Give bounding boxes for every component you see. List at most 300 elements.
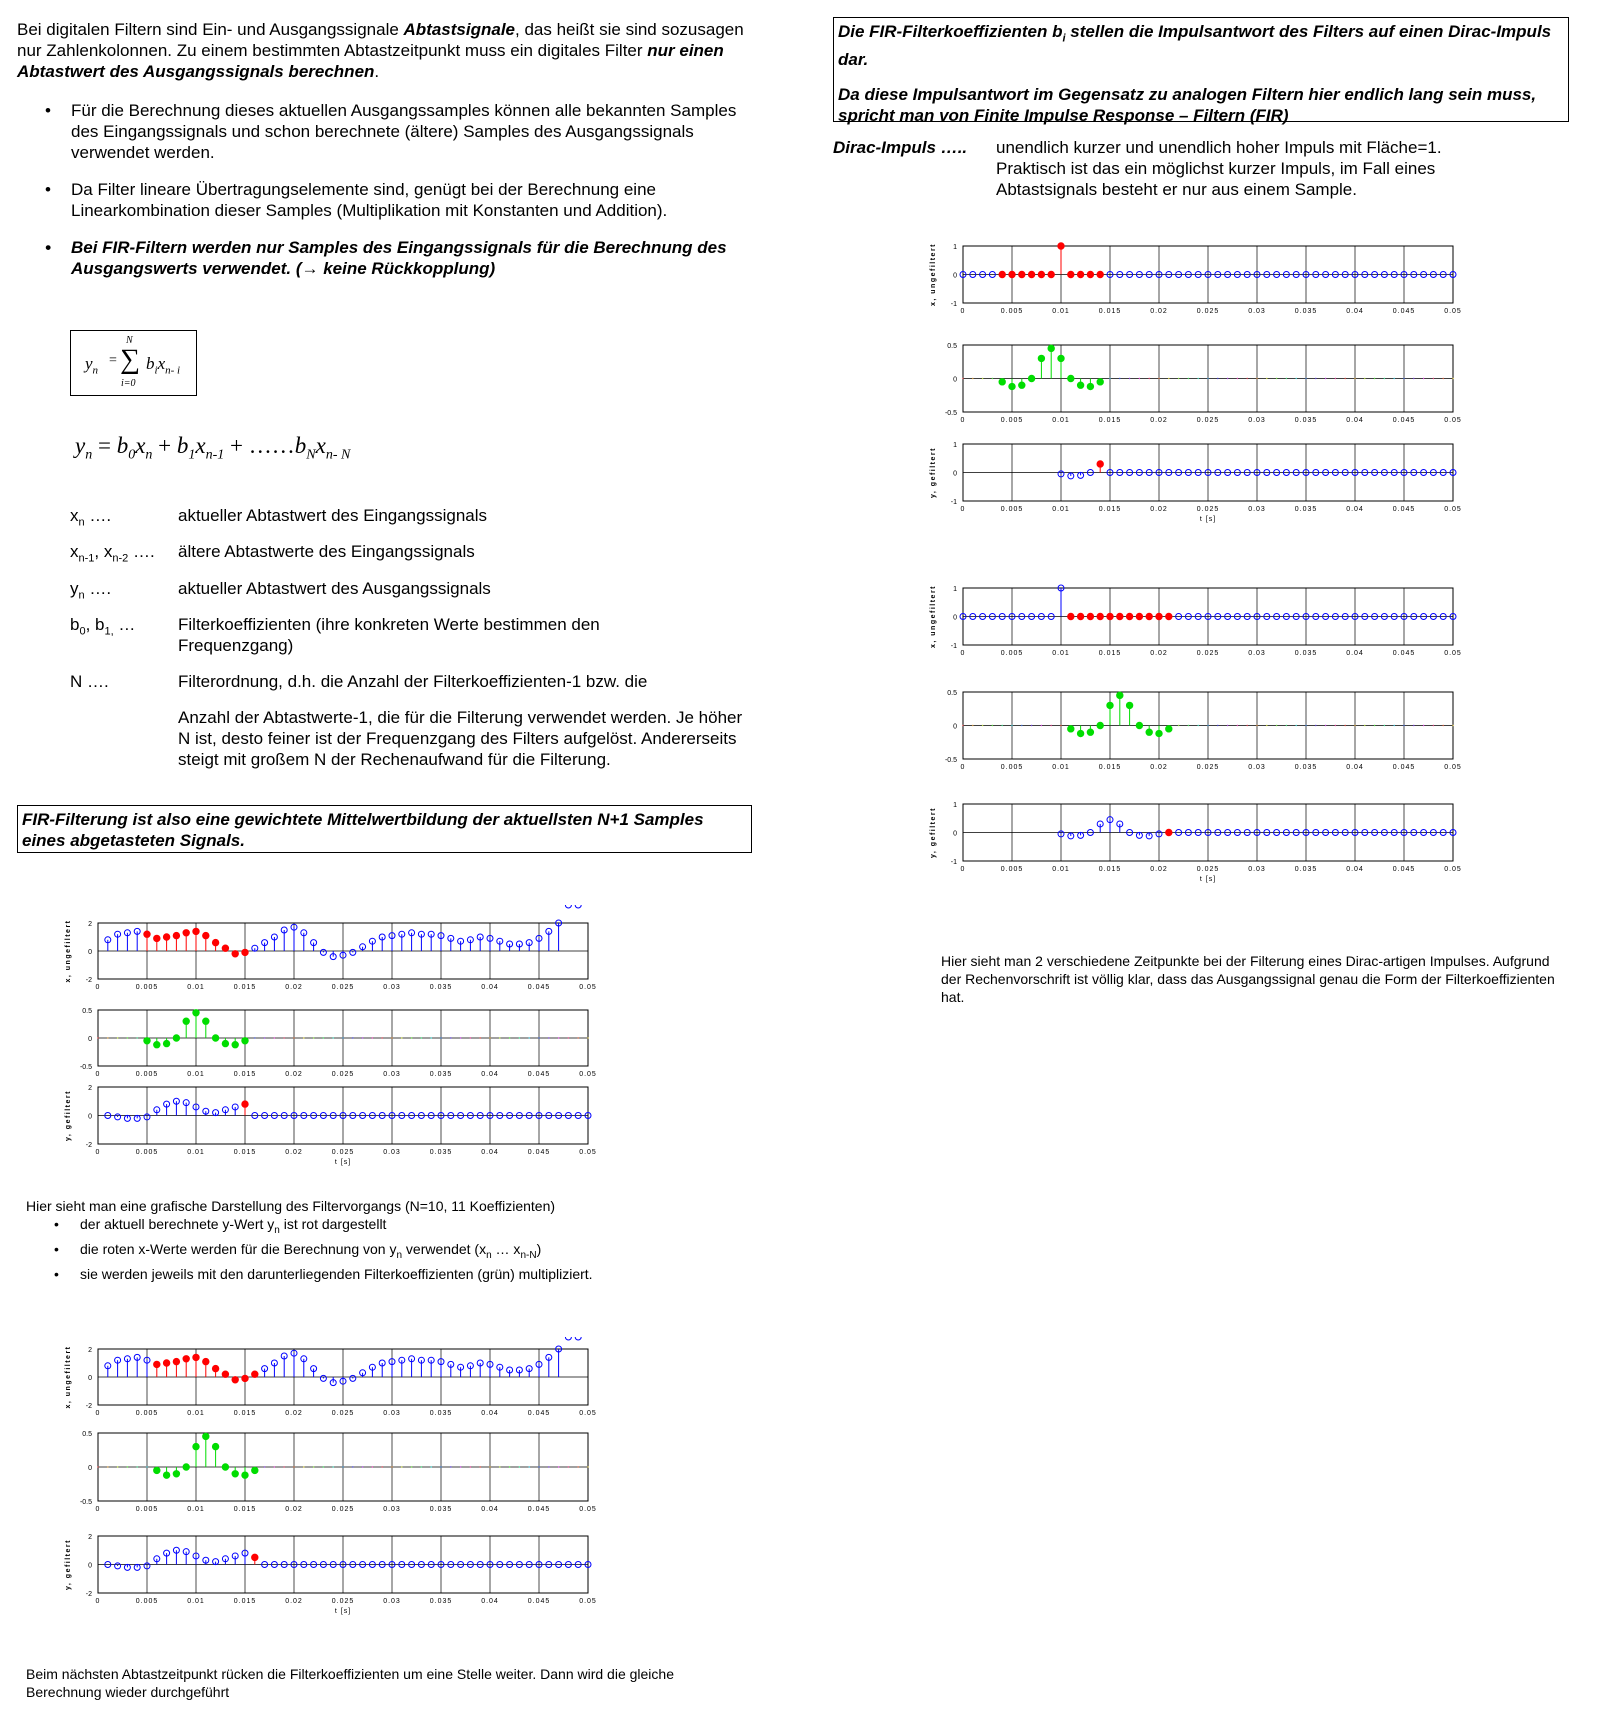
x-axis-label: t [s] [1199, 516, 1217, 523]
x-tick-label: 0.02 [285, 1071, 303, 1078]
zero-dot [401, 1466, 402, 1467]
y-tick-label: 0 [88, 1562, 92, 1570]
x-tick-label: 0.02 [1150, 417, 1168, 424]
x-tick-label: 0 [95, 1149, 101, 1156]
zero-dot [460, 1466, 461, 1467]
zero-dot [568, 1466, 569, 1467]
stem-marker-filled [1097, 461, 1103, 467]
x-tick-label: 0.045 [527, 1598, 551, 1605]
zero-dot [146, 1466, 147, 1467]
x-tick-label: 0.035 [429, 1598, 453, 1605]
zero-dot [992, 725, 993, 726]
zero-dot [342, 1037, 343, 1038]
stem-marker-filled [232, 951, 238, 957]
x-tick-label: 0.04 [481, 1598, 499, 1605]
formula-lower: i=0 [121, 378, 136, 389]
x-tick-label: 0.03 [383, 1598, 401, 1605]
zero-dot [1256, 725, 1257, 726]
stem-marker-filled [173, 1471, 179, 1477]
x-tick-label: 0.015 [1098, 650, 1122, 657]
zero-dot [1364, 725, 1365, 726]
zero-dot [509, 1466, 510, 1467]
x-tick-label: 0.015 [233, 1410, 257, 1417]
intro-emph-2: nur einen Abtastwert des Ausgangssignals berechnen [17, 41, 724, 81]
zero-dot [489, 1466, 490, 1467]
zero-dot [1188, 725, 1189, 726]
x-tick-label: 0.03 [1248, 764, 1266, 771]
zero-dot [1217, 725, 1218, 726]
x-tick-label: 0.03 [383, 984, 401, 991]
x-tick-label: 0.015 [233, 1149, 257, 1156]
stem-marker-filled [1077, 730, 1083, 736]
x-tick-label: 0.05 [579, 1410, 597, 1417]
zero-dot [1305, 725, 1306, 726]
y-tick-label: -1 [950, 499, 957, 506]
zero-dot [1207, 378, 1208, 379]
x-tick-label: 0.02 [1150, 866, 1168, 873]
x-tick-label: 0.01 [187, 984, 205, 991]
zero-dot [1198, 378, 1199, 379]
zero-dot [1374, 725, 1375, 726]
zero-dot [1256, 378, 1257, 379]
zero-dot [107, 1037, 108, 1038]
y-tick-label: -0.5 [79, 1499, 92, 1506]
zero-dot [117, 1466, 118, 1467]
zero-dot [127, 1466, 128, 1467]
y-tick-label: -1 [950, 301, 957, 308]
stem-marker [575, 905, 581, 908]
zero-dot [587, 1466, 588, 1467]
caption-right: Hier sieht man 2 verschiedene Zeitpunkte bei der Filterung eines Dirac-artigen Impulses. Aufgrund der Rechenvorschrift ist völlig klar, dass das Ausgangssignal genau die Form der Filterkoeffizienten hat. [941, 953, 1555, 1005]
y-tick-label: 0 [88, 1465, 92, 1472]
y-tick-label: 0.5 [947, 343, 957, 350]
zero-dot [1384, 725, 1385, 726]
zero-dot [333, 1037, 334, 1038]
x-tick-label: 0.03 [1248, 650, 1266, 657]
zero-dot [440, 1466, 441, 1467]
stem-marker-filled [1136, 613, 1142, 619]
x-tick-label: 0.045 [527, 984, 551, 991]
y-axis-label: x, ungefiltert [930, 242, 937, 307]
stem-marker-filled [1048, 345, 1054, 351]
x-tick-label: 0.035 [1294, 866, 1318, 873]
dirac-label: Dirac-Impuls ….. [833, 138, 968, 157]
stem-marker-filled [1097, 271, 1103, 277]
stem-marker-filled [232, 1042, 238, 1048]
zero-dot [97, 1037, 98, 1038]
y-axis-label: y, gefiltert [930, 447, 937, 498]
zero-dot [578, 1037, 579, 1038]
x-tick-label: 0.03 [383, 1506, 401, 1513]
zero-dot [1207, 725, 1208, 726]
zero-dot [362, 1466, 363, 1467]
intro-emph-1: Abtastsignale [403, 20, 516, 39]
stem-marker-filled [212, 1035, 218, 1041]
stem-marker-filled [1117, 613, 1123, 619]
zero-dot [1247, 378, 1248, 379]
zero-dot [421, 1037, 422, 1038]
x-tick-label: 0.02 [1150, 506, 1168, 513]
zero-dot [293, 1037, 294, 1038]
x-axis-label: t [s] [334, 1159, 352, 1166]
def-description: ältere Abtastwerte des Eingangssignals [178, 542, 475, 561]
stem-marker-filled [1019, 382, 1025, 388]
stem-marker-filled [1087, 613, 1093, 619]
caption-1-title: Hier sieht man eine grafische Darstellung des Filtervorgangs (N=10, 11 Koeffizienten) [26, 1198, 556, 1214]
stem-marker-filled [222, 945, 228, 951]
zero-dot [333, 1466, 334, 1467]
stem-marker-filled [1156, 730, 1162, 736]
zero-dot [1394, 725, 1395, 726]
caption-1-bullet: • sie werden jeweils mit den darunterliegenden Filterkoeffizienten (grün) multipliziert. [54, 1265, 593, 1282]
stem-marker-filled [242, 1375, 248, 1381]
x-tick-label: 0.015 [1098, 417, 1122, 424]
stem-marker-filled [1126, 702, 1132, 708]
stem-marker-filled [1077, 382, 1083, 388]
x-tick-label: 0.01 [187, 1149, 205, 1156]
zero-dot [480, 1037, 481, 1038]
x-tick-label: 0.02 [285, 1506, 303, 1513]
intro-paragraph [17, 19, 757, 82]
x-tick-label: 0.05 [1444, 650, 1462, 657]
caption-2: Beim nächsten Abtastzeitpunkt rücken die Filterkoeffizienten um eine Stelle weiter. Dann wird die gleiche Berechnung wieder durchgeführt [26, 1666, 674, 1700]
zero-dot [1168, 378, 1169, 379]
stem-marker-filled [1126, 613, 1132, 619]
zero-dot [548, 1037, 549, 1038]
caption-1 [26, 1197, 686, 1283]
x-tick-label: 0.035 [429, 984, 453, 991]
def-description: Filterkoeffizienten (ihre konkreten Werte bestimmen den Frequenzgang) [178, 615, 600, 655]
stem-marker-filled [1087, 383, 1093, 389]
x-tick-label: 0.05 [1444, 417, 1462, 424]
y-tick-label: 0 [88, 1113, 92, 1121]
x-tick-label: 0.02 [285, 1410, 303, 1417]
x-tick-label: 0.05 [579, 1598, 597, 1605]
zero-dot [293, 1466, 294, 1467]
zero-dot [382, 1466, 383, 1467]
zero-dot [411, 1037, 412, 1038]
formula-expanded: $y_n = b_0x_n + b_1x_{n-1}$ + $\dots\dots b_Nx_{n- N}$ [75, 433, 351, 463]
x-tick-label: 0.02 [1150, 308, 1168, 315]
zero-dot [303, 1037, 304, 1038]
stem-marker-filled [222, 1371, 228, 1377]
y-tick-label: -0.5 [79, 1064, 92, 1071]
y-axis-label: x, ungefiltert [65, 919, 72, 983]
stem-marker-filled [154, 1042, 160, 1048]
zero-dot [1296, 725, 1297, 726]
zero-dot [1227, 725, 1228, 726]
stem-marker-filled [173, 1358, 179, 1364]
stem-marker [350, 1375, 356, 1381]
formula-box [70, 330, 197, 396]
stem-marker-filled [154, 1467, 160, 1473]
stem-marker-filled [1077, 613, 1083, 619]
y-tick-label: 0 [953, 470, 957, 478]
x-tick-label: 0.025 [1196, 650, 1220, 657]
zero-dot [1384, 378, 1385, 379]
x-tick-label: 0.04 [1346, 764, 1364, 771]
zero-dot [391, 1466, 392, 1467]
zero-dot [1335, 378, 1336, 379]
x-tick-label: 0.05 [1444, 308, 1462, 315]
y-tick-label: -1 [950, 859, 957, 866]
zero-dot [254, 1037, 255, 1038]
stem-marker-filled [1009, 271, 1015, 277]
x-tick-label: 0.005 [135, 1149, 159, 1156]
x-tick-label: 0.05 [579, 1149, 597, 1156]
y-tick-label: -2 [85, 1142, 92, 1149]
stem-marker-filled [222, 1464, 228, 1470]
zero-dot [1266, 725, 1267, 726]
zero-dot [529, 1466, 530, 1467]
zero-dot [519, 1037, 520, 1038]
x-tick-label: 0.04 [481, 1149, 499, 1156]
x-tick-label: 0.025 [331, 984, 355, 991]
stem-marker-filled [1038, 271, 1044, 277]
x-tick-label: 0.05 [1444, 866, 1462, 873]
zero-dot [480, 1466, 481, 1467]
x-tick-label: 0.04 [1346, 308, 1364, 315]
def-symbol: $x_n$ …. [70, 506, 112, 529]
stem-marker-filled [242, 1101, 248, 1107]
y-axis-label: x, ungefiltert [930, 584, 937, 649]
zero-dot [1433, 378, 1434, 379]
y-tick-label: 0 [953, 376, 957, 384]
x-tick-label: 0.005 [1000, 506, 1024, 513]
y-tick-label: 0 [953, 272, 957, 280]
stem-marker [115, 1114, 121, 1120]
x-tick-label: 0 [960, 764, 966, 771]
y-tick-label: -0.5 [944, 410, 957, 417]
zero-dot [992, 378, 993, 379]
impulse-box-line-2: Da diese Impulsantwort im Gegensatz zu analogen Filtern hier endlich lang sein muss, spricht man von Finite Impulse Response – Filtern (FIR) [838, 85, 1537, 126]
zero-dot [1433, 725, 1434, 726]
x-axis-label: t [s] [1199, 876, 1217, 883]
stem-marker [320, 1375, 326, 1381]
zero-dot [1315, 725, 1316, 726]
dirac-chart-1 [925, 240, 1475, 545]
x-tick-label: 0.01 [1052, 764, 1070, 771]
x-tick-label: 0 [960, 866, 966, 873]
x-tick-label: 0.015 [233, 1506, 257, 1513]
impulse-response-box [833, 17, 1569, 126]
x-tick-label: 0 [960, 308, 966, 315]
stem-marker [115, 1563, 121, 1569]
zero-dot [962, 378, 963, 379]
x-tick-label: 0.02 [285, 1149, 303, 1156]
stem-marker-filled [1068, 613, 1074, 619]
y-tick-label: 0 [953, 614, 957, 622]
zero-dot [313, 1037, 314, 1038]
zero-dot [1060, 725, 1061, 726]
x-tick-label: 0.03 [383, 1149, 401, 1156]
x-tick-label: 0.025 [1196, 417, 1220, 424]
zero-dot [1305, 378, 1306, 379]
x-tick-label: 0.01 [1052, 506, 1070, 513]
stem-marker-filled [1097, 379, 1103, 385]
x-tick-label: 0.01 [187, 1598, 205, 1605]
zero-dot [1158, 378, 1159, 379]
x-tick-label: 0.01 [1052, 417, 1070, 424]
x-tick-label: 0 [960, 506, 966, 513]
x-tick-label: 0.01 [1052, 308, 1070, 315]
stem-marker-filled [1156, 613, 1162, 619]
x-tick-label: 0.005 [1000, 866, 1024, 873]
y-axis-label: y, gefiltert [930, 807, 937, 858]
bullet-dot: • [45, 238, 51, 257]
y-tick-label: 0 [953, 723, 957, 731]
zero-dot [1237, 725, 1238, 726]
x-tick-label: 0.03 [1248, 417, 1266, 424]
stem-marker [320, 949, 326, 955]
zero-dot [401, 1037, 402, 1038]
x-tick-label: 0.025 [1196, 308, 1220, 315]
zero-dot [450, 1466, 451, 1467]
zero-dot [1188, 378, 1189, 379]
stem-marker-filled [154, 935, 160, 941]
stem-marker-filled [212, 939, 218, 945]
x-tick-label: 0.005 [1000, 650, 1024, 657]
zero-dot [1296, 378, 1297, 379]
x-tick-label: 0 [95, 1506, 101, 1513]
def-symbol: $x_{n-1}$, $x_{n-2}$ …. [70, 542, 155, 565]
x-tick-label: 0.025 [1196, 866, 1220, 873]
x-tick-label: 0.05 [1444, 506, 1462, 513]
zero-dot [1129, 378, 1130, 379]
zero-dot [548, 1466, 549, 1467]
zero-dot [352, 1466, 353, 1467]
zero-dot [972, 725, 973, 726]
x-tick-label: 0.015 [233, 984, 257, 991]
zero-dot [137, 1466, 138, 1467]
stem-marker-filled [203, 932, 209, 938]
stem-marker-filled [252, 1554, 258, 1560]
y-tick-label: -2 [85, 977, 92, 984]
stem-marker-filled [144, 1038, 150, 1044]
x-tick-label: 0.015 [1098, 764, 1122, 771]
bullet-dot: • [45, 101, 51, 120]
formula-term: $b_ix_{n- i}$ [146, 354, 181, 377]
x-tick-label: 0.005 [1000, 308, 1024, 315]
zero-dot [1403, 378, 1404, 379]
zero-dot [587, 1037, 588, 1038]
stem-marker-filled [1077, 271, 1083, 277]
stem-marker-filled [1097, 722, 1103, 728]
x-tick-label: 0.025 [331, 1071, 355, 1078]
y-tick-label: 2 [88, 1347, 92, 1354]
zero-dot [264, 1466, 265, 1467]
bullet-item [25, 100, 755, 163]
y-axis-label: y, gefiltert [65, 1539, 72, 1590]
x-tick-label: 0 [95, 1410, 101, 1417]
zero-dot [1002, 725, 1003, 726]
zero-dot [568, 1037, 569, 1038]
fir-filter-chart-2 [60, 1337, 610, 1637]
x-tick-label: 0.035 [1294, 308, 1318, 315]
zero-dot [372, 1466, 373, 1467]
y-tick-label: -2 [85, 1403, 92, 1410]
x-tick-label: 0.045 [1392, 417, 1416, 424]
stem-marker-filled [163, 1360, 169, 1366]
x-tick-label: 0.005 [135, 1071, 159, 1078]
x-tick-label: 0.05 [579, 984, 597, 991]
zero-dot [1345, 725, 1346, 726]
x-tick-label: 0.01 [187, 1071, 205, 1078]
zero-dot [972, 378, 973, 379]
y-tick-label: -1 [950, 643, 957, 650]
zero-dot [107, 1466, 108, 1467]
x-tick-label: 0.04 [1346, 650, 1364, 657]
y-tick-label: 1 [953, 442, 957, 449]
bullet-text: Da Filter lineare Übertragungselemente sind, genügt bei der Berechnung eine Linearkombination dieser Samples (Multiplikation mit Konstanten und Addition). [71, 180, 668, 220]
zero-dot [1394, 378, 1395, 379]
def-symbol: $b_0$, $b_{1,}$ … [70, 615, 136, 638]
intro-text-1: Bei digitalen Filtern sind Ein- und Ausgangssignale [17, 20, 404, 39]
zero-dot [431, 1466, 432, 1467]
stem-marker-filled [1136, 722, 1142, 728]
zero-dot [1021, 725, 1022, 726]
x-tick-label: 0.02 [285, 1598, 303, 1605]
zero-dot [1051, 725, 1052, 726]
zero-dot [470, 1466, 471, 1467]
zero-dot [1139, 378, 1140, 379]
intro-text-3: . [374, 62, 380, 81]
x-tick-label: 0 [95, 1598, 101, 1605]
x-tick-label: 0.015 [1098, 506, 1122, 513]
zero-dot [1354, 378, 1355, 379]
zero-dot [391, 1037, 392, 1038]
stem-marker-filled [1009, 383, 1015, 389]
x-tick-label: 0.045 [1392, 308, 1416, 315]
stem-marker-filled [212, 1443, 218, 1449]
x-axis-label: t [s] [334, 1608, 352, 1615]
zero-dot [499, 1037, 500, 1038]
x-tick-label: 0.005 [135, 984, 159, 991]
stem-marker-filled [183, 930, 189, 936]
stem-marker-filled [1107, 702, 1113, 708]
zero-dot [352, 1037, 353, 1038]
zero-dot [313, 1466, 314, 1467]
stem-marker-filled [1166, 613, 1172, 619]
zero-dot [1227, 378, 1228, 379]
summary-box: FIR-Filterung ist also eine gewichtete Mittelwertbildung der aktuellsten N+1 Samples eines abgetasteten Signals. [17, 805, 752, 853]
stem-marker-filled [1068, 375, 1074, 381]
impulse-box-line-1: Die FIR-Filterkoeffizienten $b_i$ stellen die Impulsantwort des Filters auf einen Dirac-Impuls dar. [838, 22, 1552, 70]
zero-dot [362, 1037, 363, 1038]
stem-marker-filled [1048, 271, 1054, 277]
x-tick-label: 0.005 [135, 1598, 159, 1605]
zero-dot [284, 1466, 285, 1467]
x-tick-label: 0.015 [233, 1071, 257, 1078]
zero-dot [372, 1037, 373, 1038]
zero-dot [470, 1037, 471, 1038]
def-description: aktueller Abtastwert des Eingangssignals [178, 506, 488, 525]
stem-marker-filled [193, 1010, 199, 1016]
y-tick-label: 0 [953, 830, 957, 838]
x-tick-label: 0.05 [579, 1071, 597, 1078]
zero-dot [962, 725, 963, 726]
bullet-item [25, 179, 755, 221]
caption-1-bullet: • die roten x-Werte werden für die Berechnung von $y_n$ verwendet ($x_n$ … $x_{n-N}$) [54, 1240, 542, 1261]
zero-dot [97, 1466, 98, 1467]
x-tick-label: 0.04 [1346, 866, 1364, 873]
stem-marker-filled [1028, 375, 1034, 381]
zero-dot [1452, 725, 1453, 726]
zero-dot [1109, 378, 1110, 379]
formula-eq: = [109, 353, 117, 368]
zero-dot [982, 725, 983, 726]
y-axis-label: y, gefiltert [65, 1090, 72, 1141]
